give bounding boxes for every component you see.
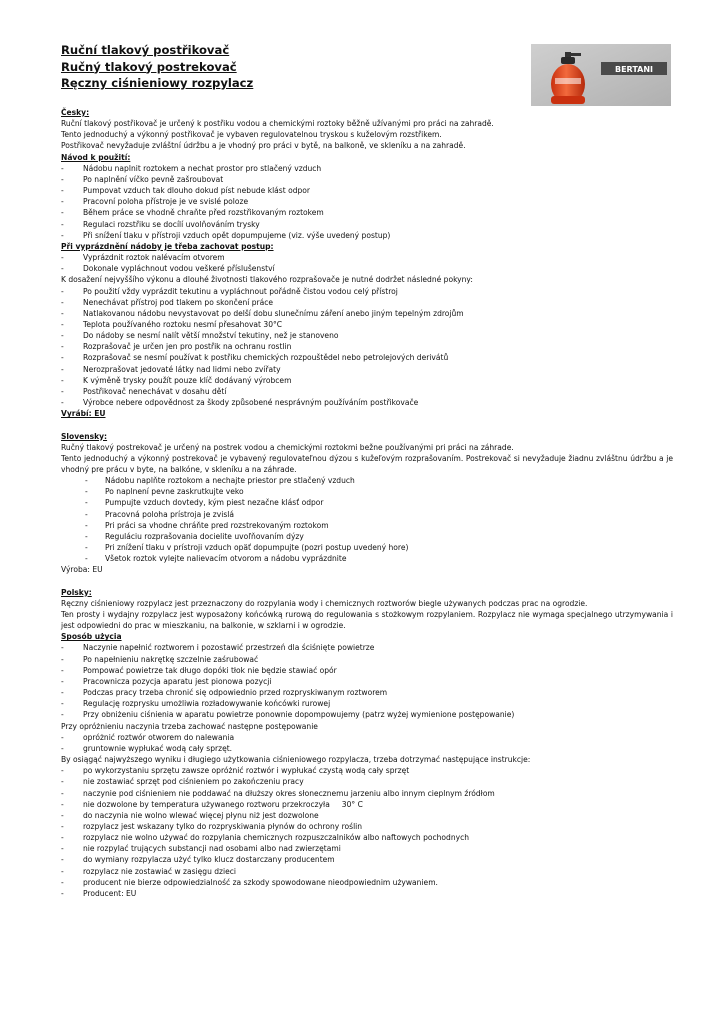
- czech-intro-1: Ruční tlakový postřikovač je určený k postřiku vodou a chemickými roztoky běžně užívanými pro práci na zahradě.: [61, 119, 494, 129]
- list-item: - do wymiany rozpylacza użyć tylko klucz dostarczany producentem: [61, 855, 335, 865]
- czech-empty-heading: Při vyprázdnění nádoby je třeba zachovat postup:: [61, 241, 274, 251]
- list-item: - Při snížení tlaku v přístroji vzduch opět dopumpujeme (viz. výše uvedený postup): [61, 230, 391, 240]
- list-item: - Pumpujte vzduch dovtedy, kým piest nezačne klásť odpor: [85, 498, 324, 508]
- list-item: - Pracovná poloha prístroja je zvislá: [85, 509, 234, 519]
- list-item: - Všetok roztok vylejte nalievacím otvorom a nádobu vyprázdnite: [85, 554, 347, 564]
- title-polish: Ręczny ciśnieniowy rozpylacz: [61, 76, 254, 90]
- list-item: - Pompować powietrze tak długo dopóki tłok nie będzie stawiać opór: [61, 665, 337, 675]
- czech-intro-2: Tento jednoduchý a výkonný postřikovač je vybaven regulovatelnou tryskou s kuželovým rozstřikem.: [61, 130, 442, 140]
- list-item: - Výrobce nebere odpovědnost za škody způsobené nesprávným používáním postřikovače: [61, 398, 419, 408]
- list-item: - Regulację rozprysku umożliwia rozładowywanie końcówki rurowej: [61, 699, 331, 709]
- czech-life-intro: K dosažení nejvyššího výkonu a dlouhé životnosti tlakového rozprašovače je nutné dodržet následné pokyny:: [61, 275, 473, 285]
- list-item: - Rozprašovač se nesmí používat k postřiku chemických rozpouštědel nebo petrolejových derivátů: [61, 353, 449, 363]
- list-item: - Nenechávat přístroj pod tlakem po skončení práce: [61, 297, 274, 307]
- list-item: - Nerozprašovat jedovaté látky nad lidmi nebo zvířaty: [61, 364, 281, 374]
- list-item: - naczynie pod ciśnieniem nie poddawać na dłuższy okres słonecznemu jarzeniu albo innym cieplnym źródłom: [61, 788, 495, 798]
- sprayer-image: [531, 44, 671, 106]
- list-item: - Podczas pracy trzeba chronić się odpowiednio przed rozpryskiwanym roztworem: [61, 688, 388, 698]
- list-item: - Vyprázdnit roztok nalévacím otvorem: [61, 253, 225, 263]
- list-item: - po wykorzystaniu sprzętu zawsze opróżnić roztwór i wypłukać czystą wodą cały sprzęt: [61, 766, 410, 776]
- list-item: - Postřikovač nenechávat v dosahu dětí: [61, 386, 227, 396]
- list-item: - Do nádoby se nesmí nalít větší množství tekutiny, než je stanoveno: [61, 331, 339, 341]
- list-item: - Pumpovat vzduch tak dlouho dokud píst nebude klást odpor: [61, 186, 311, 196]
- document-body: [61, 107, 673, 899]
- list-item: - Dokonale vypláchnout vodou veškeré příslušenství: [61, 264, 275, 274]
- polish-heading: Polsky:: [61, 587, 92, 597]
- list-item: - Po naplnění víčko pevně zašroubovat: [61, 174, 224, 184]
- list-item: - Producent: EU: [61, 888, 137, 898]
- list-item: - Naczynie napełnić roztworem i pozostawić przestrzeń dla ściśnięte powietrze: [61, 643, 375, 653]
- list-item: - Pri práci sa vhodne chráňte pred rozstrekovaným roztokom: [85, 520, 329, 530]
- list-item: - gruntownie wypłukać wodą cały sprzęt.: [61, 743, 233, 753]
- czech-intro-3: Postřikovač nevyžaduje zvláštní údržbu a je vhodný pro práci v bytě, na balkoně, ve skleníku a na zahradě.: [61, 141, 466, 151]
- list-item: - K výměně trysky použít pouze klíč dodávaný výrobcem: [61, 375, 292, 385]
- list-item: - Teplota používaného roztoku nesmí přesahovat 30°C: [61, 319, 283, 329]
- title-czech: Ruční tlakový postřikovač: [61, 43, 230, 57]
- list-item: - Pracovní poloha přístroje je ve svislé poloze: [61, 197, 249, 207]
- list-item: - Przy obniżeniu ciśnienia w aparatu powietrze ponownie dopompowujemy (patrz wyżej wymienione postępowanie): [61, 710, 515, 720]
- list-item: - Pri znížení tlaku v prístroji vzduch opäť dopumpujte (pozri postup uvedený hore): [85, 543, 409, 553]
- slovak-intro-1: Ručný tlakový postrekovač je určený na postrek vodou a chemickými roztokmi bežne používanými pri práci na záhrade.: [61, 442, 514, 452]
- list-item: - nie zostawiać sprzęt pod ciśnieniem po zakończeniu pracy: [61, 777, 304, 787]
- polish-intro-2: Ten prosty i wydajny rozpylacz jest wyposażony końcówką rurową do regulowania s stożkowym rozpylaniem. Rozpylacz nie wymaga specjalnego utrzymywania i jest odpowiedni do prac w mieszkaniu, na balkonie, w szklarni i w ogrodzie.: [61, 610, 673, 631]
- list-item: - rozpylacz nie zostawiać w zasięgu dzieci: [61, 866, 237, 876]
- list-item: - Regulaci rozstřiku se docílí uvolňováním trysky: [61, 219, 260, 229]
- polish-empty-intro: Przy opróżnieniu naczynia trzeba zachować następne postępowanie: [61, 721, 318, 731]
- list-item: - nie rozpylać trujących substancji nad osobami albo nad zwierzętami: [61, 844, 341, 854]
- list-item: - Rozprašovač je určen jen pro postřik na ochranu rostlin: [61, 342, 292, 352]
- list-item: - Nádobu naplňte roztokom a nechajte priestor pre stlačený vzduch: [85, 476, 355, 486]
- product-image: [531, 44, 671, 106]
- list-item: - producent nie bierze odpowiedzialność za szkody spowodowane nieodpowiednim używaniem.: [61, 877, 438, 887]
- list-item: - rozpylacz nie wolno używać do rozpylania chemicznych rozpuszczalników albo naftowych pochodnych: [61, 833, 470, 843]
- polish-intro-1: Ręczny ciśnieniowy rozpylacz jest przeznaczony do rozpylania wody i chemicznych roztworów biegle używanych podczas prac na ogrodzie.: [61, 598, 588, 608]
- list-item: - Během práce se vhodně chraňte před rozstřikovaným roztokem: [61, 208, 324, 218]
- czech-maker: Vyrábí: EU: [61, 409, 106, 419]
- list-item: - opróżnić roztwór otworem do nalewania: [61, 732, 235, 742]
- slovak-maker: Výroba: EU: [61, 565, 103, 575]
- list-item: - Pracownicza pozycja aparatu jest pionowa pozycji: [61, 676, 272, 686]
- title-slovak: Ručný tlakový postrekovač: [61, 59, 237, 74]
- title-block: [61, 42, 253, 92]
- list-item: - Natlakovanou nádobu nevystavovat po delší dobu slunečnímu záření anebo jiným tepelným zdrojům: [61, 308, 464, 318]
- list-item: - Po naplnení pevne zaskrutkujte veko: [85, 487, 244, 497]
- list-item: - nie dozwolone by temperatura używanego roztworu przekroczyła 30° C: [61, 799, 363, 809]
- polish-usage-heading: Sposób użycia: [61, 632, 122, 642]
- list-item: - Po napełnieniu nakrętkę szczelnie zaśrubować: [61, 654, 259, 664]
- list-item: - do naczynia nie wolno wlewać więcej płynu niż jest dozwolone: [61, 810, 319, 820]
- list-item: - Reguláciu rozprašovania docielite uvoľňovaním dýzy: [85, 531, 304, 541]
- slovak-intro-2: Tento jednoduchý a výkonný postrekovač je vybavený regulovateľnou dýzou s kužeľovým rozprašovaním. Postrekovač si nevyžaduje žiadnu zvláštnu údržbu a je vhodný pre prácu v byte, na balkóne, v skleníku a na záhrade.: [61, 453, 673, 474]
- logo-brand: BERTANI: [614, 65, 654, 74]
- list-item: - Nádobu naplnit roztokem a nechat prostor pro stlačený vzduch: [61, 163, 322, 173]
- polish-life-intro: By osiągąć najwyższego wyniku i długiego użytkowania ciśnieniowego rozpylacza, trzeba dotrzymać następujące instrukcje:: [61, 755, 531, 765]
- czech-heading: Česky:: [61, 108, 90, 117]
- list-item: - Po použití vždy vyprázdit tekutinu a vypláchnout pořádně čistou vodou celý přístroj: [61, 286, 398, 296]
- list-item: - rozpylacz jest wskazany tylko do rozpryskiwania płynów do ochrony roślin: [61, 821, 363, 831]
- slovak-heading: Slovensky:: [61, 431, 108, 441]
- czech-usage-heading: Návod k použití:: [61, 152, 131, 162]
